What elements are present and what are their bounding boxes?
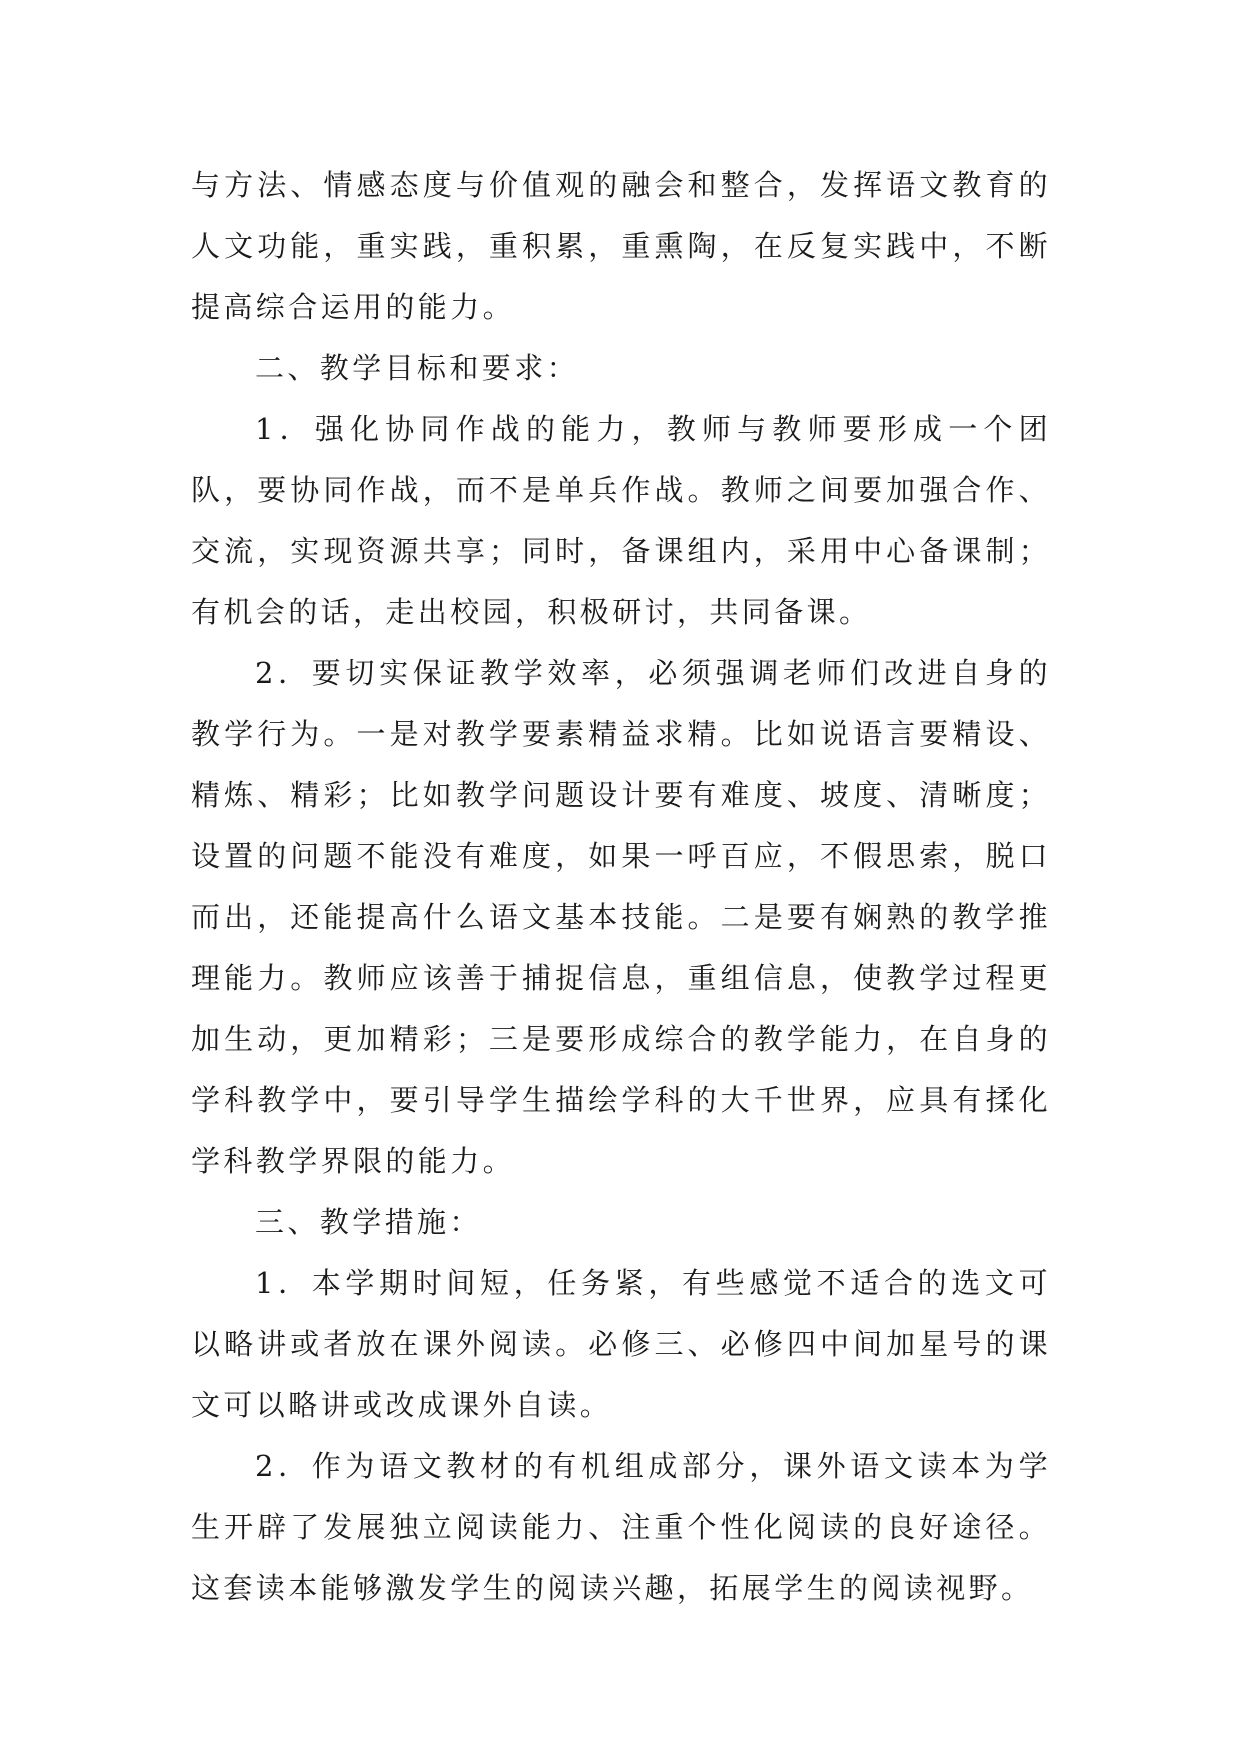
- section-heading-goals: 二、教学目标和要求：: [255, 351, 580, 385]
- paragraph-measure-2: 2．作为语文教材的有机组成部分，课外语文读本为学生开辟了发展独立阅读能力、注重个性化阅读的良好途径。这套读本能够激发学生的阅读兴趣，拓展学生的阅读视野。: [191, 1449, 1051, 1605]
- section-heading-measures: 三、教学措施：: [255, 1205, 482, 1239]
- paragraph-goal-2: 2．要切实保证教学效率，必须强调老师们改进自身的教学行为。一是对教学要素精益求精。比如说语言要精设、精炼、精彩；比如教学问题设计要有难度、坡度、清晰度；设置的问题不能没有难度，如果一呼百应，不假思索，脱口而出，还能提高什么语文基本技能。二是要有娴熟的教学推理能力。教师应该善于捕捉信息，重组信息，使教学过程更加生动，更加精彩；三是要形成综合的教学能力，在自身的学科教学中，要引导学生描绘学科的大千世界，应具有揉化学科教学界限的能力。: [191, 656, 1051, 1178]
- paragraph-goal-1: 1．强化协同作战的能力，教师与教师要形成一个团队，要协同作战，而不是单兵作战。教师之间要加强合作、交流，实现资源共享；同时，备课组内，采用中心备课制；有机会的话，走出校园，积极研讨，共同备课。: [191, 412, 1051, 629]
- paragraph-continuation: 与方法、情感态度与价值观的融会和整合，发挥语文教育的人文功能，重实践，重积累，重熏陶，在反复实践中，不断提高综合运用的能力。: [191, 168, 1051, 324]
- paragraph-measure-1: 1．本学期时间短，任务紧，有些感觉不适合的选文可以略讲或者放在课外阅读。必修三、必修四中间加星号的课文可以略讲或改成课外自读。: [191, 1266, 1051, 1422]
- document-body: [191, 155, 1051, 1619]
